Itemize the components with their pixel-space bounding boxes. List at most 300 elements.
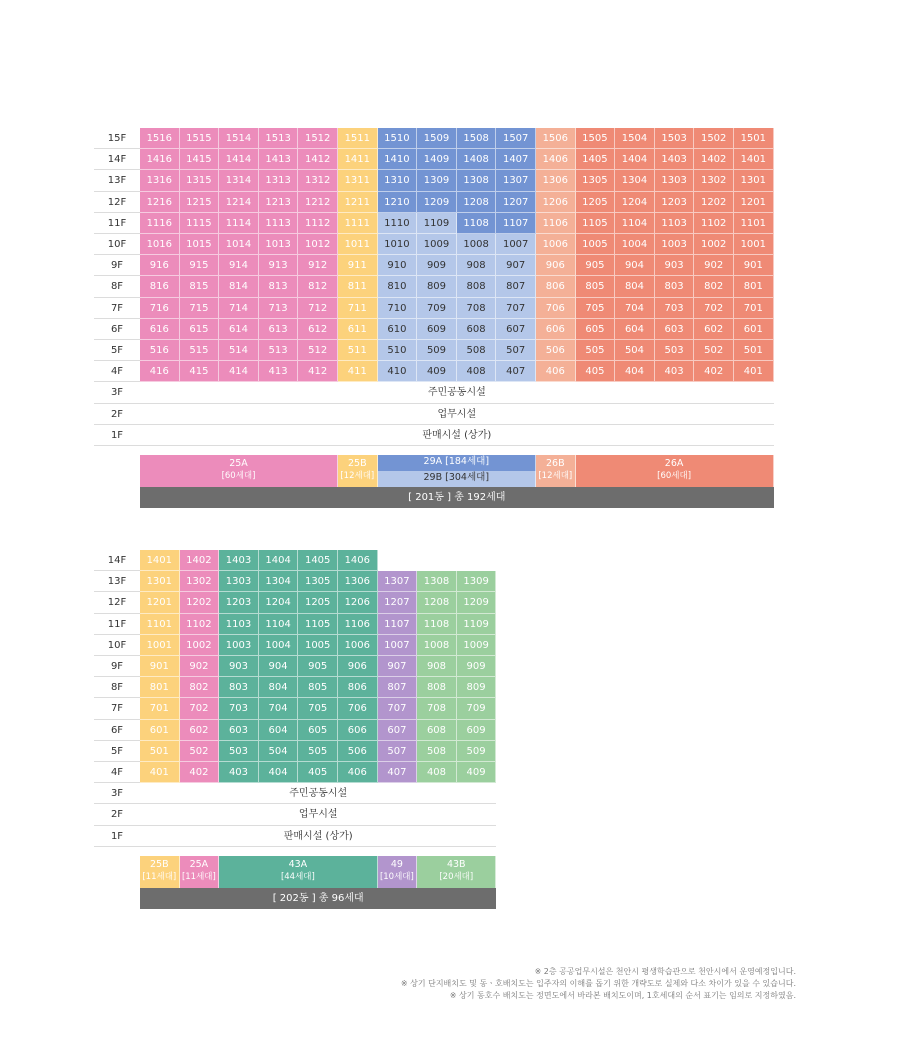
- unit-type-count: [10세대]: [379, 872, 414, 882]
- b201-unit-cell: 1203: [655, 192, 695, 213]
- b201-unit-type-25b: [338, 455, 378, 487]
- b201-unit-cell: 706: [536, 298, 576, 319]
- b202-unit-cell: 1207: [378, 592, 418, 613]
- b201-unit-cell: 1103: [655, 213, 695, 234]
- b201-unit-cell: 1515: [180, 128, 220, 149]
- b202-unit-cell: 506: [338, 741, 378, 762]
- b201-unit-cell: 1508: [457, 128, 497, 149]
- b201-unit-cell: 1308: [457, 170, 497, 191]
- b202-unit-cell: 903: [219, 656, 259, 677]
- b201-unit-cell: 613: [259, 319, 299, 340]
- b201-unit-cell: 1109: [417, 213, 457, 234]
- b201-floor-label: 2F: [94, 404, 140, 425]
- b201-floor-label: 6F: [94, 319, 140, 340]
- b201-unit-cell: 1214: [219, 192, 259, 213]
- b201-unit-cell: 811: [338, 276, 378, 297]
- b202-unit-cell: 406: [338, 762, 378, 783]
- b202-unit-cell: 703: [219, 698, 259, 719]
- b202-unit-cell: 1406: [338, 550, 378, 571]
- b202-unit-cell: 1203: [219, 592, 259, 613]
- b201-unit-cell: 1301: [734, 170, 774, 191]
- unit-type-name: 26A: [664, 458, 684, 469]
- b202-unit-cell: 502: [180, 741, 220, 762]
- b202-unit-cell: 805: [298, 677, 338, 698]
- b201-facility-row: 주민공동시설: [140, 382, 774, 403]
- b201-unit-cell: 1502: [694, 128, 734, 149]
- b201-unit-cell: 1501: [734, 128, 774, 149]
- b201-unit-cell: 816: [140, 276, 180, 297]
- b201-unit-cell: 812: [298, 276, 338, 297]
- b201-floor-label: 15F: [94, 128, 140, 149]
- b202-unit-cell: 701: [140, 698, 180, 719]
- b202-unit-cell: 1301: [140, 571, 180, 592]
- b201-unit-cell: 410: [378, 361, 418, 382]
- b202-unit-cell: 1004: [259, 635, 299, 656]
- footnote: ※ 2층 공공업무시설은 천안시 평생학습관으로 천안시에서 운영예정입니다.: [534, 967, 796, 976]
- b202-unit-cell: 806: [338, 677, 378, 698]
- b201-unit-cell: 815: [180, 276, 220, 297]
- b201-unit-cell: 607: [496, 319, 536, 340]
- b201-unit-cell: 1110: [378, 213, 418, 234]
- b201-unit-cell: 715: [180, 298, 220, 319]
- b201-unit-cell: 905: [576, 255, 616, 276]
- b202-unit-cell: 1204: [259, 592, 299, 613]
- b201-unit-cell: 904: [615, 255, 655, 276]
- b202-unit-cell: 1306: [338, 571, 378, 592]
- b201-unit-cell: 608: [457, 319, 497, 340]
- unit-type-count: [20세대]: [439, 872, 474, 882]
- b201-unit-cell: 714: [219, 298, 259, 319]
- b202-unit-cell: 1206: [338, 592, 378, 613]
- b201-unit-cell: 1001: [734, 234, 774, 255]
- b202-unit-cell: 1104: [259, 614, 299, 635]
- b202-unit-cell: 1002: [180, 635, 220, 656]
- b201-unit-cell: 1012: [298, 234, 338, 255]
- b201-unit-cell: 1106: [536, 213, 576, 234]
- b202-unit-type-25b: [140, 856, 180, 888]
- b201-unit-cell: 514: [219, 340, 259, 361]
- b201-unit-cell: 1111: [338, 213, 378, 234]
- b201-unit-cell: 611: [338, 319, 378, 340]
- b201-unit-cell: 601: [734, 319, 774, 340]
- b201-unit-cell: 912: [298, 255, 338, 276]
- b202-unit-cell: 409: [457, 762, 497, 783]
- b201-unit-cell: 814: [219, 276, 259, 297]
- b201-unit-cell: 509: [417, 340, 457, 361]
- b201-unit-cell: 1008: [457, 234, 497, 255]
- b201-unit-cell: 1116: [140, 213, 180, 234]
- b201-unit-cell: 414: [219, 361, 259, 382]
- b201-unit-cell: 710: [378, 298, 418, 319]
- b202-floor-label: 4F: [94, 762, 140, 783]
- b201-floor-label: 9F: [94, 255, 140, 276]
- b201-unit-cell: 1201: [734, 192, 774, 213]
- b201-unit-cell: 407: [496, 361, 536, 382]
- b201-unit-cell: 1415: [180, 149, 220, 170]
- b202-unit-cell: 801: [140, 677, 180, 698]
- b201-floor-label: 10F: [94, 234, 140, 255]
- b202-unit-cell: 402: [180, 762, 220, 783]
- b201-unit-cell: 1401: [734, 149, 774, 170]
- b201-unit-cell: 702: [694, 298, 734, 319]
- b201-unit-cell: 709: [417, 298, 457, 319]
- b201-unit-cell: 1309: [417, 170, 457, 191]
- b201-unit-cell: 507: [496, 340, 536, 361]
- b201-unit-cell: 1509: [417, 128, 457, 149]
- b202-unit-cell: 501: [140, 741, 180, 762]
- b202-unit-cell: 1405: [298, 550, 338, 571]
- b201-unit-cell: 809: [417, 276, 457, 297]
- b201-unit-cell: 1009: [417, 234, 457, 255]
- b201-unit-cell: 713: [259, 298, 299, 319]
- b202-unit-cell: 601: [140, 720, 180, 741]
- b201-unit-cell: 1006: [536, 234, 576, 255]
- b202-unit-cell: 1003: [219, 635, 259, 656]
- b201-unit-cell: 711: [338, 298, 378, 319]
- b201-floor-label: 14F: [94, 149, 140, 170]
- b202-unit-cell: 708: [417, 698, 457, 719]
- b202-unit-cell: 507: [378, 741, 418, 762]
- b201-unit-cell: 615: [180, 319, 220, 340]
- b201-floor-label: 5F: [94, 340, 140, 361]
- b201-unit-cell: 511: [338, 340, 378, 361]
- footnote: ※ 상기 동호수 배치도는 정면도에서 바라본 배치도이며, 1호세대의 순서 표기는 임의로 지정하였음.: [449, 991, 796, 1000]
- b202-unit-cell: 1205: [298, 592, 338, 613]
- b201-floor-label: 3F: [94, 382, 140, 403]
- b202-unit-cell: 404: [259, 762, 299, 783]
- b201-unit-cell: 1311: [338, 170, 378, 191]
- b201-unit-cell: 606: [536, 319, 576, 340]
- b201-unit-cell: 1209: [417, 192, 457, 213]
- b201-unit-cell: 1107: [496, 213, 536, 234]
- b201-unit-cell: 1212: [298, 192, 338, 213]
- b202-unit-cell: 602: [180, 720, 220, 741]
- b202-unit-cell: 504: [259, 741, 299, 762]
- b201-unit-cell: 1315: [180, 170, 220, 191]
- b201-unit-cell: 1403: [655, 149, 695, 170]
- b201-unit-cell: 1513: [259, 128, 299, 149]
- b201-floor-label: 11F: [94, 213, 140, 234]
- b201-unit-cell: 1005: [576, 234, 616, 255]
- b201-unit-cell: 908: [457, 255, 497, 276]
- b202-unit-cell: 405: [298, 762, 338, 783]
- b201-unit-cell: 1307: [496, 170, 536, 191]
- b202-unit-cell: 1308: [417, 571, 457, 592]
- b202-unit-cell: 1005: [298, 635, 338, 656]
- b202-floor-label: 14F: [94, 550, 140, 571]
- b201-unit-cell: 1210: [378, 192, 418, 213]
- b202-floor-label: 1F: [94, 826, 140, 847]
- b202-unit-cell: 909: [457, 656, 497, 677]
- b201-unit-cell: 1512: [298, 128, 338, 149]
- b202-unit-cell: 1105: [298, 614, 338, 635]
- b201-unit-cell: 1304: [615, 170, 655, 191]
- b201-unit-cell: 1412: [298, 149, 338, 170]
- b201-unit-cell: 609: [417, 319, 457, 340]
- b202-floor-label: 13F: [94, 571, 140, 592]
- b201-unit-cell: 1101: [734, 213, 774, 234]
- b202-unit-cell: 807: [378, 677, 418, 698]
- b201-unit-cell: 906: [536, 255, 576, 276]
- b202-unit-cell: 1009: [457, 635, 497, 656]
- b201-unit-cell: 602: [694, 319, 734, 340]
- b202-unit-cell: 709: [457, 698, 497, 719]
- b201-unit-cell: 913: [259, 255, 299, 276]
- b201-unit-cell: 1004: [615, 234, 655, 255]
- b201-unit-cell: 807: [496, 276, 536, 297]
- b201-unit-cell: 405: [576, 361, 616, 382]
- b201-unit-cell: 1213: [259, 192, 299, 213]
- b201-unit-cell: 411: [338, 361, 378, 382]
- b201-unit-cell: 1204: [615, 192, 655, 213]
- b201-unit-cell: 1516: [140, 128, 180, 149]
- b202-unit-type-43a: [219, 856, 377, 888]
- b202-unit-cell: 707: [378, 698, 418, 719]
- b201-unit-cell: 1205: [576, 192, 616, 213]
- b201-unit-cell: 1409: [417, 149, 457, 170]
- b201-unit-cell: 1316: [140, 170, 180, 191]
- b201-unit-cell: 1411: [338, 149, 378, 170]
- b201-unit-cell: 707: [496, 298, 536, 319]
- b201-unit-cell: 903: [655, 255, 695, 276]
- b201-unit-cell: 901: [734, 255, 774, 276]
- b202-unit-cell: 603: [219, 720, 259, 741]
- b201-unit-cell: 914: [219, 255, 259, 276]
- b201-unit-cell: 909: [417, 255, 457, 276]
- b201-floor-label: 4F: [94, 361, 140, 382]
- b202-unit-cell: 1107: [378, 614, 418, 635]
- b201-unit-cell: 1505: [576, 128, 616, 149]
- b201-unit-cell: 1015: [180, 234, 220, 255]
- b202-unit-cell: 606: [338, 720, 378, 741]
- b201-unit-type-29a: [378, 455, 536, 471]
- b201-unit-cell: 808: [457, 276, 497, 297]
- unit-type-name: 26B: [545, 458, 565, 469]
- b201-unit-cell: 616: [140, 319, 180, 340]
- b202-unit-cell: 705: [298, 698, 338, 719]
- b201-unit-cell: 804: [615, 276, 655, 297]
- b202-unit-cell: 1309: [457, 571, 497, 592]
- unit-type-count: [12세대]: [340, 471, 375, 481]
- b201-floor-label: 7F: [94, 298, 140, 319]
- b201-unit-cell: 502: [694, 340, 734, 361]
- b201-unit-cell: 803: [655, 276, 695, 297]
- b202-unit-cell: 1404: [259, 550, 299, 571]
- unit-type-count: [11세대]: [181, 872, 216, 882]
- b202-unit-cell: 1109: [457, 614, 497, 635]
- b202-unit-cell: 403: [219, 762, 259, 783]
- b201-unit-cell: 406: [536, 361, 576, 382]
- b202-unit-cell: 1007: [378, 635, 418, 656]
- b202-unit-cell: 608: [417, 720, 457, 741]
- b201-unit-cell: 916: [140, 255, 180, 276]
- b202-unit-cell: 901: [140, 656, 180, 677]
- b202-facility-row: 주민공동시설: [140, 783, 496, 804]
- b201-unit-cell: 513: [259, 340, 299, 361]
- b201-unit-cell: 1208: [457, 192, 497, 213]
- b201-unit-cell: 1105: [576, 213, 616, 234]
- b201-unit-cell: 1510: [378, 128, 418, 149]
- b202-unit-cell: 706: [338, 698, 378, 719]
- b202-unit-cell: 1208: [417, 592, 457, 613]
- b202-floor-label: 6F: [94, 720, 140, 741]
- b201-unit-cell: 1312: [298, 170, 338, 191]
- b201-unit-cell: 1313: [259, 170, 299, 191]
- b201-unit-cell: 704: [615, 298, 655, 319]
- b202-unit-cell: 607: [378, 720, 418, 741]
- b201-unit-cell: 902: [694, 255, 734, 276]
- b201-unit-cell: 1104: [615, 213, 655, 234]
- b202-unit-cell: 1403: [219, 550, 259, 571]
- b202-facility-row: 판매시설 (상가): [140, 826, 496, 847]
- unit-type-name: 25A: [229, 458, 248, 469]
- b202-unit-cell: 505: [298, 741, 338, 762]
- b201-unit-cell: 1216: [140, 192, 180, 213]
- b201-unit-cell: 701: [734, 298, 774, 319]
- b201-unit-cell: 1113: [259, 213, 299, 234]
- b201-unit-cell: 413: [259, 361, 299, 382]
- b202-unit-cell: 401: [140, 762, 180, 783]
- unit-type-count: [60세대]: [657, 471, 692, 481]
- b201-unit-cell: 506: [536, 340, 576, 361]
- b202-unit-cell: 1001: [140, 635, 180, 656]
- b202-unit-cell: 1209: [457, 592, 497, 613]
- b202-unit-type-49: [378, 856, 418, 888]
- b201-unit-cell: 1016: [140, 234, 180, 255]
- b201-unit-cell: 614: [219, 319, 259, 340]
- unit-type-name: 43A: [288, 859, 308, 870]
- b202-unit-cell: 1006: [338, 635, 378, 656]
- b201-unit-cell: 1511: [338, 128, 378, 149]
- b201-unit-cell: 806: [536, 276, 576, 297]
- b202-unit-cell: 509: [457, 741, 497, 762]
- b202-floor-label: 11F: [94, 614, 140, 635]
- b201-unit-cell: 1108: [457, 213, 497, 234]
- b202-unit-cell: 503: [219, 741, 259, 762]
- b202-unit-cell: 908: [417, 656, 457, 677]
- b201-unit-cell: 1010: [378, 234, 418, 255]
- b201-unit-cell: 1507: [496, 128, 536, 149]
- b201-unit-cell: 412: [298, 361, 338, 382]
- b201-unit-cell: 501: [734, 340, 774, 361]
- b201-unit-cell: 1407: [496, 149, 536, 170]
- unit-type-count: [12세대]: [538, 471, 573, 481]
- b201-unit-cell: 1211: [338, 192, 378, 213]
- b201-unit-type-26a: [576, 455, 774, 487]
- b201-unit-cell: 1011: [338, 234, 378, 255]
- b201-unit-cell: 911: [338, 255, 378, 276]
- b201-unit-cell: 1314: [219, 170, 259, 191]
- b201-unit-cell: 404: [615, 361, 655, 382]
- b201-floor-label: 1F: [94, 425, 140, 446]
- b201-unit-cell: 401: [734, 361, 774, 382]
- b202-unit-cell: 1201: [140, 592, 180, 613]
- b202-unit-cell: 609: [457, 720, 497, 741]
- b201-unit-cell: 1406: [536, 149, 576, 170]
- footnote: ※ 상기 단지배치도 및 동ㆍ호배치도는 입주자의 이해를 돕기 위한 개략도로 실제와 다소 차이가 있을 수 있습니다.: [400, 979, 796, 988]
- b201-unit-cell: 802: [694, 276, 734, 297]
- b201-unit-cell: 1305: [576, 170, 616, 191]
- b201-unit-cell: 1013: [259, 234, 299, 255]
- b202-unit-cell: 905: [298, 656, 338, 677]
- b201-unit-cell: 505: [576, 340, 616, 361]
- b201-unit-cell: 1402: [694, 149, 734, 170]
- b201-floor-label: 8F: [94, 276, 140, 297]
- b201-facility-row: 판매시설 (상가): [140, 425, 774, 446]
- b201-unit-cell: 712: [298, 298, 338, 319]
- b202-unit-cell: 904: [259, 656, 299, 677]
- b202-unit-cell: 1401: [140, 550, 180, 571]
- b201-facility-row: 업무시설: [140, 404, 774, 425]
- b201-unit-cell: 1404: [615, 149, 655, 170]
- unit-type-count: [44세대]: [280, 872, 315, 882]
- b202-unit-cell: 1305: [298, 571, 338, 592]
- b202-unit-cell: 1108: [417, 614, 457, 635]
- b202-unit-cell: 1307: [378, 571, 418, 592]
- b201-unit-cell: 403: [655, 361, 695, 382]
- b201-unit-cell: 805: [576, 276, 616, 297]
- b201-unit-cell: 1207: [496, 192, 536, 213]
- b201-unit-cell: 512: [298, 340, 338, 361]
- b202-unit-cell: 605: [298, 720, 338, 741]
- b201-unit-cell: 1014: [219, 234, 259, 255]
- b202-floor-label: 8F: [94, 677, 140, 698]
- b201-unit-type-25a: [140, 455, 338, 487]
- b202-unit-cell: 802: [180, 677, 220, 698]
- b201-unit-cell: 416: [140, 361, 180, 382]
- unit-type-name: 43B: [446, 859, 466, 870]
- b201-unit-cell: 1303: [655, 170, 695, 191]
- b201-unit-cell: 1002: [694, 234, 734, 255]
- unit-type-name: 25B: [149, 859, 169, 870]
- b202-unit-cell: 408: [417, 762, 457, 783]
- b201-unit-cell: 1206: [536, 192, 576, 213]
- b201-unit-cell: 409: [417, 361, 457, 382]
- b201-unit-cell: 1413: [259, 149, 299, 170]
- b201-unit-cell: 1410: [378, 149, 418, 170]
- b202-unit-cell: 803: [219, 677, 259, 698]
- b201-unit-cell: 1408: [457, 149, 497, 170]
- b202-summary-bar: [ 202동 ] 총 96세대: [140, 888, 496, 909]
- b202-unit-cell: 508: [417, 741, 457, 762]
- b202-floor-label: 7F: [94, 698, 140, 719]
- b202-unit-cell: 1103: [219, 614, 259, 635]
- b202-floor-label: 10F: [94, 635, 140, 656]
- b202-unit-cell: 702: [180, 698, 220, 719]
- b201-floor-label: 13F: [94, 170, 140, 191]
- b201-unit-cell: 1102: [694, 213, 734, 234]
- b201-unit-cell: 610: [378, 319, 418, 340]
- b201-unit-cell: 1202: [694, 192, 734, 213]
- b202-floor-label: 2F: [94, 804, 140, 825]
- b202-facility-row: 업무시설: [140, 804, 496, 825]
- b201-unit-type-29b: 29B [304세대]: [378, 471, 536, 487]
- b202-floor-label: 5F: [94, 741, 140, 762]
- b201-unit-cell: 703: [655, 298, 695, 319]
- b201-unit-cell: 515: [180, 340, 220, 361]
- b202-unit-cell: 1303: [219, 571, 259, 592]
- b201-unit-cell: 1514: [219, 128, 259, 149]
- b202-unit-cell: 1008: [417, 635, 457, 656]
- b201-unit-cell: 801: [734, 276, 774, 297]
- b201-unit-cell: 402: [694, 361, 734, 382]
- unit-type-name: 49: [390, 859, 403, 870]
- b202-unit-type-43b: [417, 856, 496, 888]
- b201-unit-cell: 603: [655, 319, 695, 340]
- b202-unit-cell: 808: [417, 677, 457, 698]
- b201-unit-cell: 910: [378, 255, 418, 276]
- b201-unit-cell: 1112: [298, 213, 338, 234]
